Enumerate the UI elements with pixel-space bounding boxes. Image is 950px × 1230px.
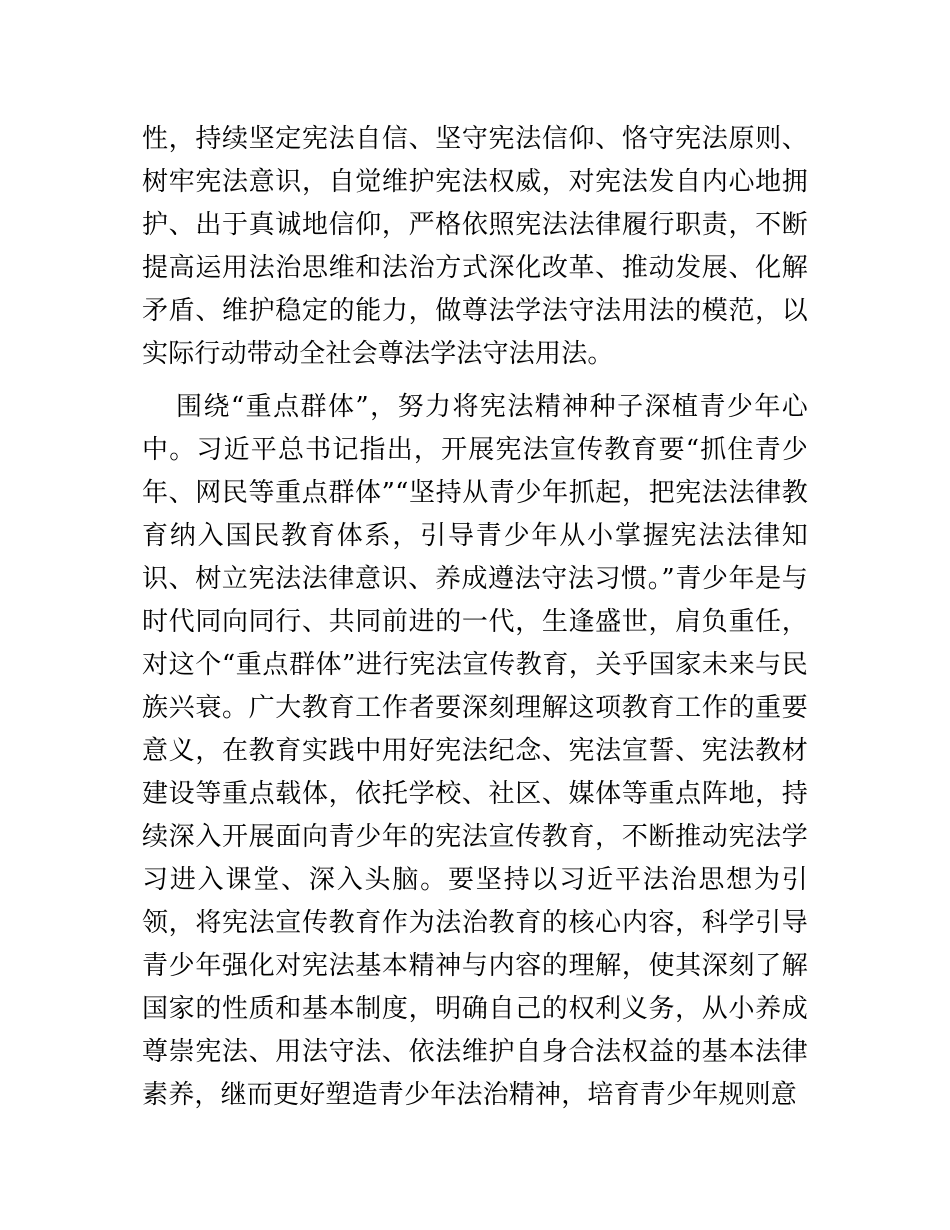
paragraph-key-groups: 围绕“重点群体”，努力将宪法精神种子深植青少年心中。习近平总书记指出，开展宪法宣传教育要“抓住青少年、网民等重点群体”“坚持从青少年抓起，把宪法法律教育纳入国民教育体系，引导青少年从小掌握宪法法律知识、树立宪法法律意识、养成遵法守法习惯。”青少年是与时代同向同行、共同前进的一代，生逢盛世，肩负重任，对这个“重点群体”进行宪法宣传教育，关乎国家未来与民族兴衰。广大教育工作者要深刻理解这项教育工作的重要意义，在教育实践中用好宪法纪念、宪法宣誓、宪法教材建设等重点载体，依托学校、社区、媒体等重点阵地，持续深入开展面向青少年的宪法宣传教育，不断推动宪法学习进入课堂、深入头脑。要坚持以习近平法治思想为引领，将宪法宣传教育作为法治教育的核心内容，科学引导青少年强化对宪法基本精神与内容的理解，使其深刻了解国家的性质和基本制度，明确自己的权利义务，从小养成尊崇宪法、用法守法、依法维护自身合法权益的基本法律素养，继而更好塑造青少年法治精神，培育青少年规则意 bbox=[142, 392, 808, 1110]
paragraph-continuation: 性，持续坚定宪法自信、坚守宪法信仰、恪守宪法原则、树牢宪法意识，自觉维护宪法权威，对宪法发自内心地拥护、出于真诚地信仰，严格依照宪法法律履行职责，不断提高运用法治思维和法治方式深化改革、推动发展、化解矛盾、维护稳定的能力，做尊法学法守法用法的模范，以实际行动带动全社会尊法学法守法用法。 bbox=[142, 124, 808, 369]
document-page bbox=[142, 118, 808, 1117]
